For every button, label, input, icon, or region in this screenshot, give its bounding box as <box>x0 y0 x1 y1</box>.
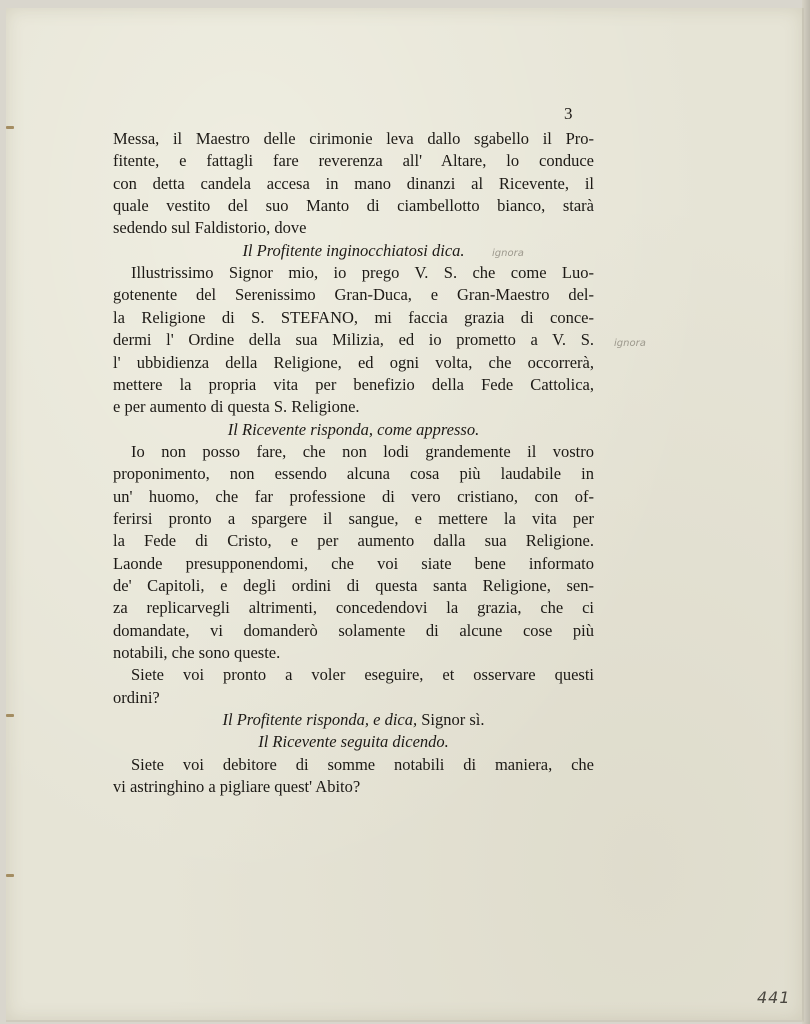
text-line: con detta candela accesa in mano dinanzi al Ricevente, il <box>113 173 594 193</box>
text-line <box>113 709 594 731</box>
text-line: Siete voi debitore di somme notabili di maniera, che <box>131 754 594 774</box>
binding-pin <box>6 874 14 877</box>
text-line: la Fede di Cristo, e per aumento dalla sua Religione. <box>113 531 594 551</box>
text-line: quale vestito del suo Manto di ciambellotto bianco, starà <box>113 196 594 216</box>
folio-number: 441 <box>757 988 791 1007</box>
text-line: la Religione di S. STEFANO, mi faccia grazia di conce- <box>113 307 594 327</box>
pencil-annotation: ignora <box>492 248 524 259</box>
text-line: e per aumento di questa S. Religione. <box>113 397 360 417</box>
text-line: Messa, il Maestro delle cirimonie leva dallo sgabello il Pro- <box>113 129 594 148</box>
text-line: Laonde presupponendomi, che voi siate bene informato <box>113 553 594 573</box>
text-line: proponimento, non essendo alcuna cosa più laudabile in <box>113 464 594 484</box>
text-line: Il Profitente inginocchiatosi dica. <box>242 240 465 260</box>
text-line: dermi l' Ordine della sua Milizia, ed io prometto a V. S. <box>113 330 594 350</box>
text-line: za replicarvegli altrimenti, concedendovi la grazia, che ci <box>113 598 594 618</box>
binding-pin <box>6 126 14 129</box>
text-line: sedendo sul Faldistorio, dove <box>113 218 307 238</box>
italic-segment: Il Profitente risponda, e dica, <box>222 710 418 730</box>
text-line: fitente, e fattagli fare reverenza all' Altare, lo conduce <box>113 151 594 171</box>
pencil-annotation: ignora <box>614 338 646 349</box>
text-line: Siete voi pronto a voler eseguire, et osservare questi <box>131 665 594 685</box>
text-line: ordini? <box>113 687 160 707</box>
text-line: Io non posso fare, che non lodi grandemente il vostro <box>131 441 594 461</box>
roman-segment: Signor sì. <box>417 710 485 730</box>
text-line: gotenente del Serenissimo Gran-Duca, e Gran-Maestro del- <box>113 285 594 305</box>
text-line: vi astringhino a pigliare quest' Abito? <box>113 777 361 797</box>
text-line: ferirsi pronto a spargere il sangue, e mettere la vita per <box>113 508 594 528</box>
text-line: un' huomo, che far professione di vero cristiano, con of- <box>113 486 594 506</box>
text-line: Illustrissimo Signor mio, io prego V. S. che come Luo- <box>131 263 594 283</box>
text-line: de' Capitoli, e degli ordini di questa santa Religione, sen- <box>113 576 594 595</box>
text-line: domandate, vi domanderò solamente di alcune cose più <box>113 620 594 640</box>
text-line: Il Ricevente seguita dicendo. <box>258 732 449 752</box>
text-line: mettere la propria vita per benefizio della Fede Cattolica, <box>113 374 594 394</box>
page-number: 3 <box>564 104 573 123</box>
text-line: l' ubbidienza della Religione, ed ogni volta, che occorrerà, <box>113 352 594 372</box>
text-line: notabili, che sono queste. <box>113 643 281 663</box>
text-line: Il Ricevente risponda, come appresso. <box>227 419 480 439</box>
binding-pin <box>6 714 14 717</box>
